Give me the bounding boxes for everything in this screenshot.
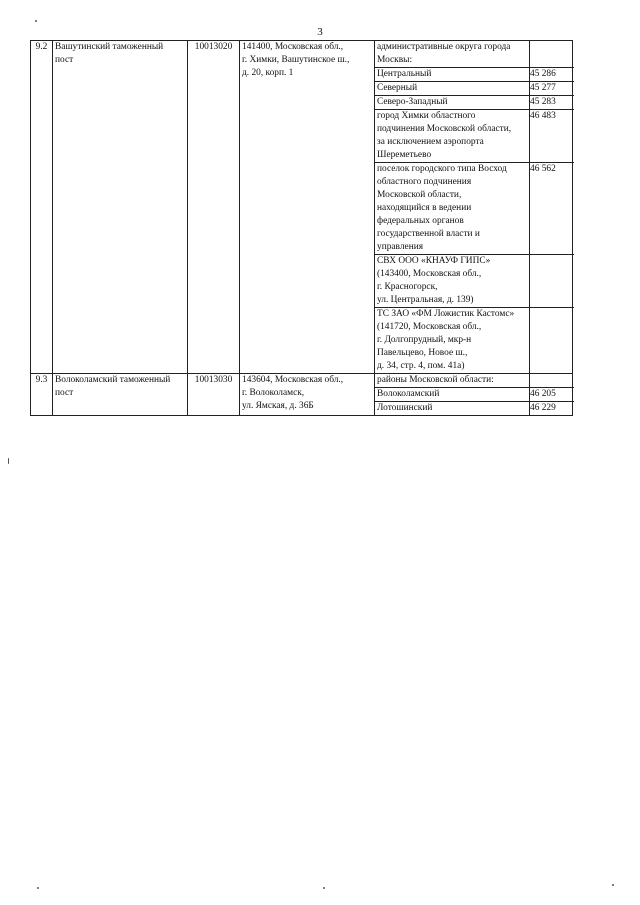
- oktmo-code: 46 229: [528, 401, 574, 415]
- territory-line: управления: [377, 242, 424, 252]
- row-number: 9.2: [31, 41, 53, 374]
- oktmo-code: 45 283: [528, 95, 574, 109]
- territory-entry: [375, 307, 529, 373]
- territory-entry: [375, 401, 529, 415]
- territory-line: Павельцево, Новое ш.,: [377, 348, 468, 358]
- territory-line: ул. Центральная, д. 139): [377, 295, 474, 305]
- oktmo-code: 46 483: [528, 109, 574, 162]
- table-row: [31, 41, 573, 374]
- territory-line: Центральный: [377, 69, 432, 79]
- address-line: ул. Ямская, д. 36Б: [242, 401, 314, 411]
- territory-line: федеральных органов: [377, 216, 464, 226]
- oktmo-spacer: [530, 374, 572, 387]
- territory-line: ТС ЗАО «ФМ Ложистик Кастомс»: [377, 309, 515, 319]
- oktmo-cell: [530, 374, 573, 416]
- address-line: д. 20, корп. 1: [242, 68, 294, 78]
- table-row: [31, 374, 573, 416]
- page-number: 3: [317, 26, 323, 38]
- territory-entry: [375, 254, 529, 307]
- scan-speck: [37, 887, 39, 889]
- territory-line: Московской области,: [377, 190, 462, 200]
- oktmo-spacer: [530, 41, 572, 67]
- scan-speck: [35, 20, 37, 22]
- territory-line: областного подчинения: [377, 177, 472, 187]
- oktmo-code: 45 277: [528, 81, 574, 95]
- territory-line: (143400, Московская обл.,: [377, 269, 482, 279]
- post-address: [240, 41, 375, 374]
- post-address: [240, 374, 375, 416]
- territory-line: город Химки областного: [377, 111, 476, 121]
- oktmo-cell: [530, 41, 573, 374]
- territory-entry: [375, 162, 529, 254]
- post-name: [53, 374, 188, 416]
- heading-line: районы Московской области:: [377, 375, 494, 385]
- scan-speck: [612, 884, 614, 886]
- address-line: 143604, Московская обл.,: [242, 375, 344, 385]
- territory-line: СВХ ООО «КНАУФ ГИПС»: [377, 256, 491, 266]
- territory-line: Северный: [377, 83, 418, 93]
- territory-entry: [375, 81, 529, 95]
- territory-line: Северо-Западный: [377, 97, 448, 107]
- post-name-line: Волоколамский таможенный: [55, 375, 171, 385]
- territory-cell: [375, 374, 530, 416]
- territory-entry: [375, 387, 529, 401]
- post-name-line: пост: [55, 388, 74, 398]
- territory-line: д. 34, стр. 4, пом. 41а): [377, 361, 465, 371]
- territory-line: подчинения Московской области,: [377, 124, 512, 134]
- oktmo-code: 46 562: [528, 162, 574, 254]
- oktmo-code: [528, 254, 574, 307]
- address-line: 141400, Московская обл.,: [242, 42, 344, 52]
- territory-line: поселок городского типа Восход: [377, 164, 507, 174]
- oktmo-code: 45 286: [528, 67, 574, 81]
- scan-speck: [8, 458, 9, 464]
- territory-entry: [375, 109, 529, 162]
- oktmo-code: 46 205: [528, 387, 574, 401]
- territory-line: за исключением аэропорта: [377, 137, 484, 147]
- post-code: 10013030: [188, 374, 240, 416]
- post-code: 10013020: [188, 41, 240, 374]
- territory-entry: [375, 95, 529, 109]
- customs-posts-table: [30, 40, 573, 416]
- territory-line: г. Долгопрудный, мкр-н: [377, 335, 472, 345]
- territory-heading: [375, 41, 529, 67]
- territory-line: г. Красногорск,: [377, 282, 438, 292]
- post-name-line: пост: [55, 55, 74, 65]
- territory-line: государственной власти и: [377, 229, 480, 239]
- address-line: г. Химки, Вашутинское ш.,: [242, 55, 350, 65]
- heading-line: Москвы:: [377, 55, 413, 65]
- territory-heading: [375, 374, 529, 387]
- heading-line: административные округа города: [377, 42, 511, 52]
- post-name: [53, 41, 188, 374]
- territory-line: (141720, Московская обл.,: [377, 322, 482, 332]
- oktmo-code: [528, 307, 574, 373]
- scan-speck: [323, 887, 325, 889]
- territory-line: Волоколамский: [377, 389, 440, 399]
- territory-cell: [375, 41, 530, 374]
- post-name-line: Вашутинский таможенный: [55, 42, 164, 52]
- territory-line: находящийся в ведении: [377, 203, 472, 213]
- row-number: 9.3: [31, 374, 53, 416]
- territory-entry: [375, 67, 529, 81]
- territory-line: Шереметьево: [377, 150, 432, 160]
- territory-line: Лотошинский: [377, 403, 433, 413]
- address-line: г. Волоколамск,: [242, 388, 305, 398]
